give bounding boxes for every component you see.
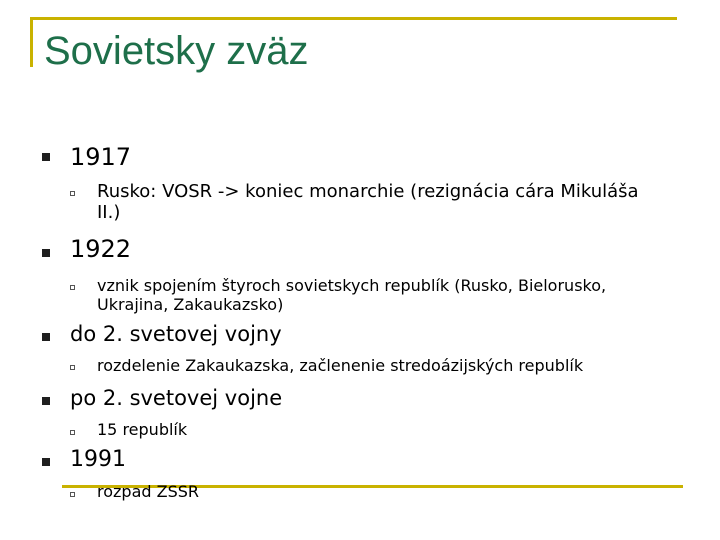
sub-bullet-icon — [70, 191, 75, 196]
sub-item-after-ww2: 15 republík — [97, 420, 188, 439]
top-border-line — [30, 17, 677, 20]
left-border-line — [30, 17, 33, 67]
bullet-square-icon — [42, 333, 50, 341]
list-item-1917: 1917 — [70, 143, 132, 171]
sub-bullet-icon — [70, 365, 75, 370]
bullet-square-icon — [42, 249, 50, 257]
sub-bullet-icon — [70, 430, 75, 435]
sub-item-1922: vznik spojením štyroch sovietskych republík (Rusko, Bielorusko, Ukrajina, Zakaukazsko) — [97, 276, 607, 314]
list-item-before-ww2: do 2. svetovej vojny — [70, 322, 282, 346]
sub-item-before-ww2: rozdelenie Zakaukazska, začlenenie stredoázijských republík — [97, 356, 584, 375]
bullet-square-icon — [42, 397, 50, 405]
slide-title: Sovietsky zväz — [44, 29, 309, 73]
sub-bullet-icon — [70, 492, 75, 497]
list-item-after-ww2: po 2. svetovej vojne — [70, 386, 283, 410]
list-item-1991: 1991 — [70, 447, 126, 472]
list-item-1922: 1922 — [70, 235, 132, 263]
bullet-square-icon — [42, 153, 50, 161]
bullet-square-icon — [42, 458, 50, 466]
sub-item-1991: rozpad ZSSR — [97, 482, 200, 501]
sub-bullet-icon — [70, 285, 75, 290]
sub-item-1917: Rusko: VOSR -> koniec monarchie (rezignácia cára Mikuláša II.) — [97, 181, 639, 223]
